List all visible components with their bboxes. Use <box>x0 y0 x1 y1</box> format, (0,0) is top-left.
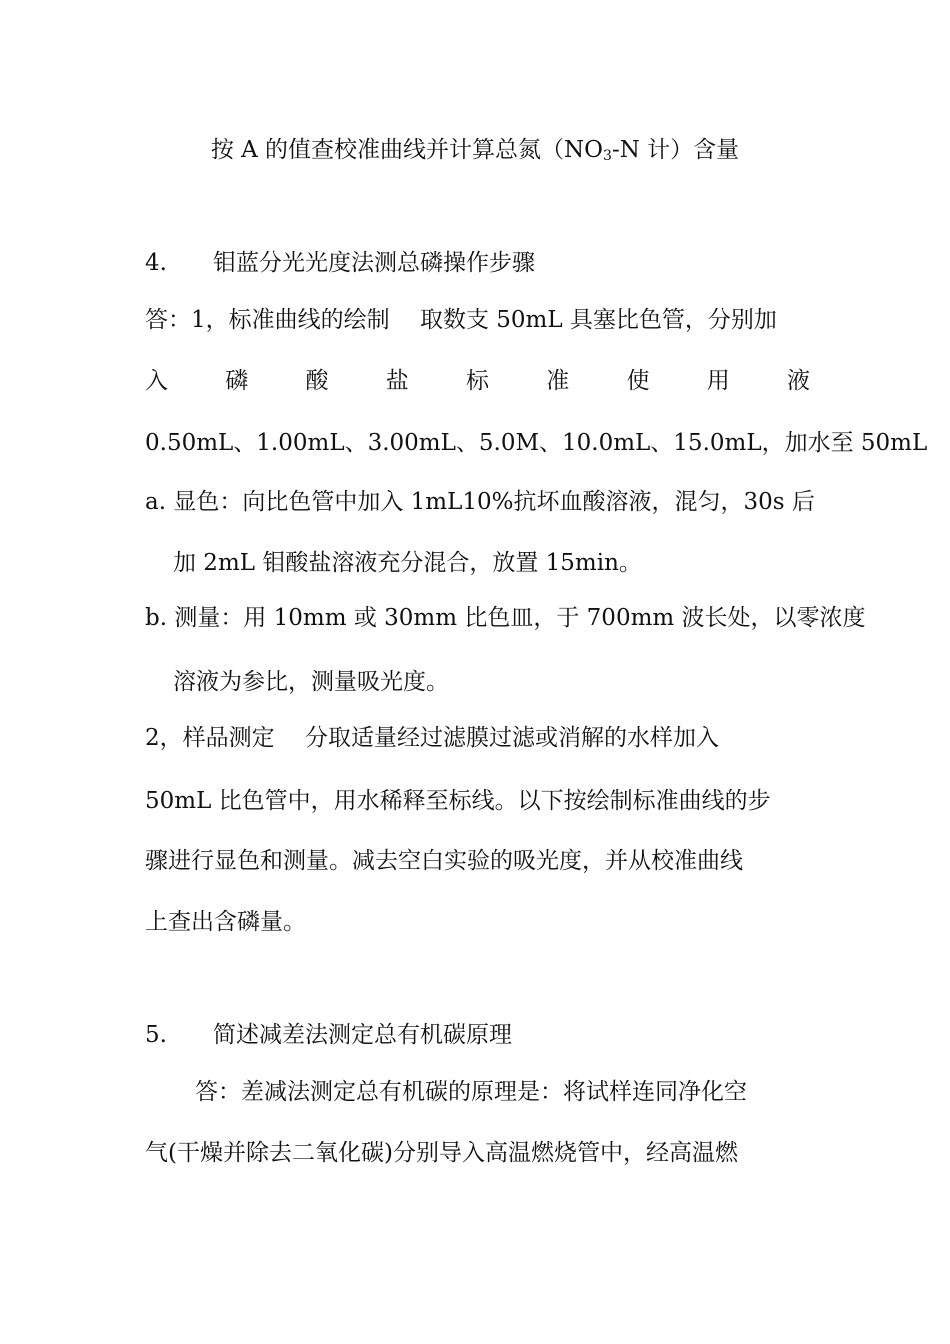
q4-line-10: 骤进行显色和测量。减去空白实验的吸光度，并从校准曲线 <box>145 848 743 874</box>
q4-line-2-char: 液 <box>787 368 810 394</box>
q4-line-2-char: 用 <box>706 368 730 394</box>
q5-line-2: 气(干燥并除去二氧化碳)分别导入高温燃烧管中，经高温燃 <box>145 1140 738 1166</box>
question-5-number: 5. <box>145 1022 167 1048</box>
q4-line-2-char: 使 <box>626 368 650 394</box>
question-5-heading <box>145 1020 810 1050</box>
q4-line-1: 答：1，标准曲线的绘制 取数支 50mL 具塞比色管，分别加 <box>145 307 777 333</box>
question-4-title: 钼蓝分光光度法测总磷操作步骤 <box>213 250 535 276</box>
q4-line-7: 溶液为参比，测量吸光度。 <box>173 669 449 695</box>
question-5-title: 简述减差法测定总有机碳原理 <box>213 1022 512 1048</box>
title-text-part2: -N 计）含量 <box>611 137 740 163</box>
q4-line-2-char: 准 <box>546 368 570 394</box>
q4-line-9: 50mL 比色管中，用水稀释至标线。以下按绘制标准曲线的步 <box>145 788 771 814</box>
question-4-number: 4. <box>145 250 167 276</box>
title-subscript: 3 <box>603 148 612 164</box>
q4-line-2 <box>145 366 810 396</box>
q4-line-2-char: 酸 <box>305 368 329 394</box>
q4-line-3: 0.50mL、1.00mL、3.00mL、5.0M、10.0mL、15.0mL，加水至 50mL <box>145 430 928 456</box>
q4-line-6: b. 测量：用 10mm 或 30mm 比色皿，于 700mm 波长处，以零浓度 <box>145 605 866 631</box>
q4-line-2-char: 盐 <box>385 368 409 394</box>
q4-line-2-char: 标 <box>466 368 489 394</box>
title-text-part1: 按 A 的值查校准曲线并计算总氮（NO <box>210 137 604 163</box>
question-4-heading <box>145 248 810 278</box>
q4-line-4: a. 显色：向比色管中加入 1mL10%抗坏血酸溶液，混匀，30s 后 <box>145 489 815 515</box>
q4-line-2-char: 入 <box>145 368 168 394</box>
q4-line-2-char: 磷 <box>225 368 249 394</box>
q4-line-8: 2，样品测定 分取适量经过滤膜过滤或消解的水样加入 <box>145 725 719 751</box>
q4-line-5: 加 2mL 钼酸盐溶液充分混合，放置 15min。 <box>173 550 642 576</box>
document-title <box>0 135 950 171</box>
q4-line-11: 上查出含磷量。 <box>145 909 306 935</box>
q5-line-1: 答：差减法测定总有机碳的原理是：将试样连同净化空 <box>195 1079 747 1105</box>
